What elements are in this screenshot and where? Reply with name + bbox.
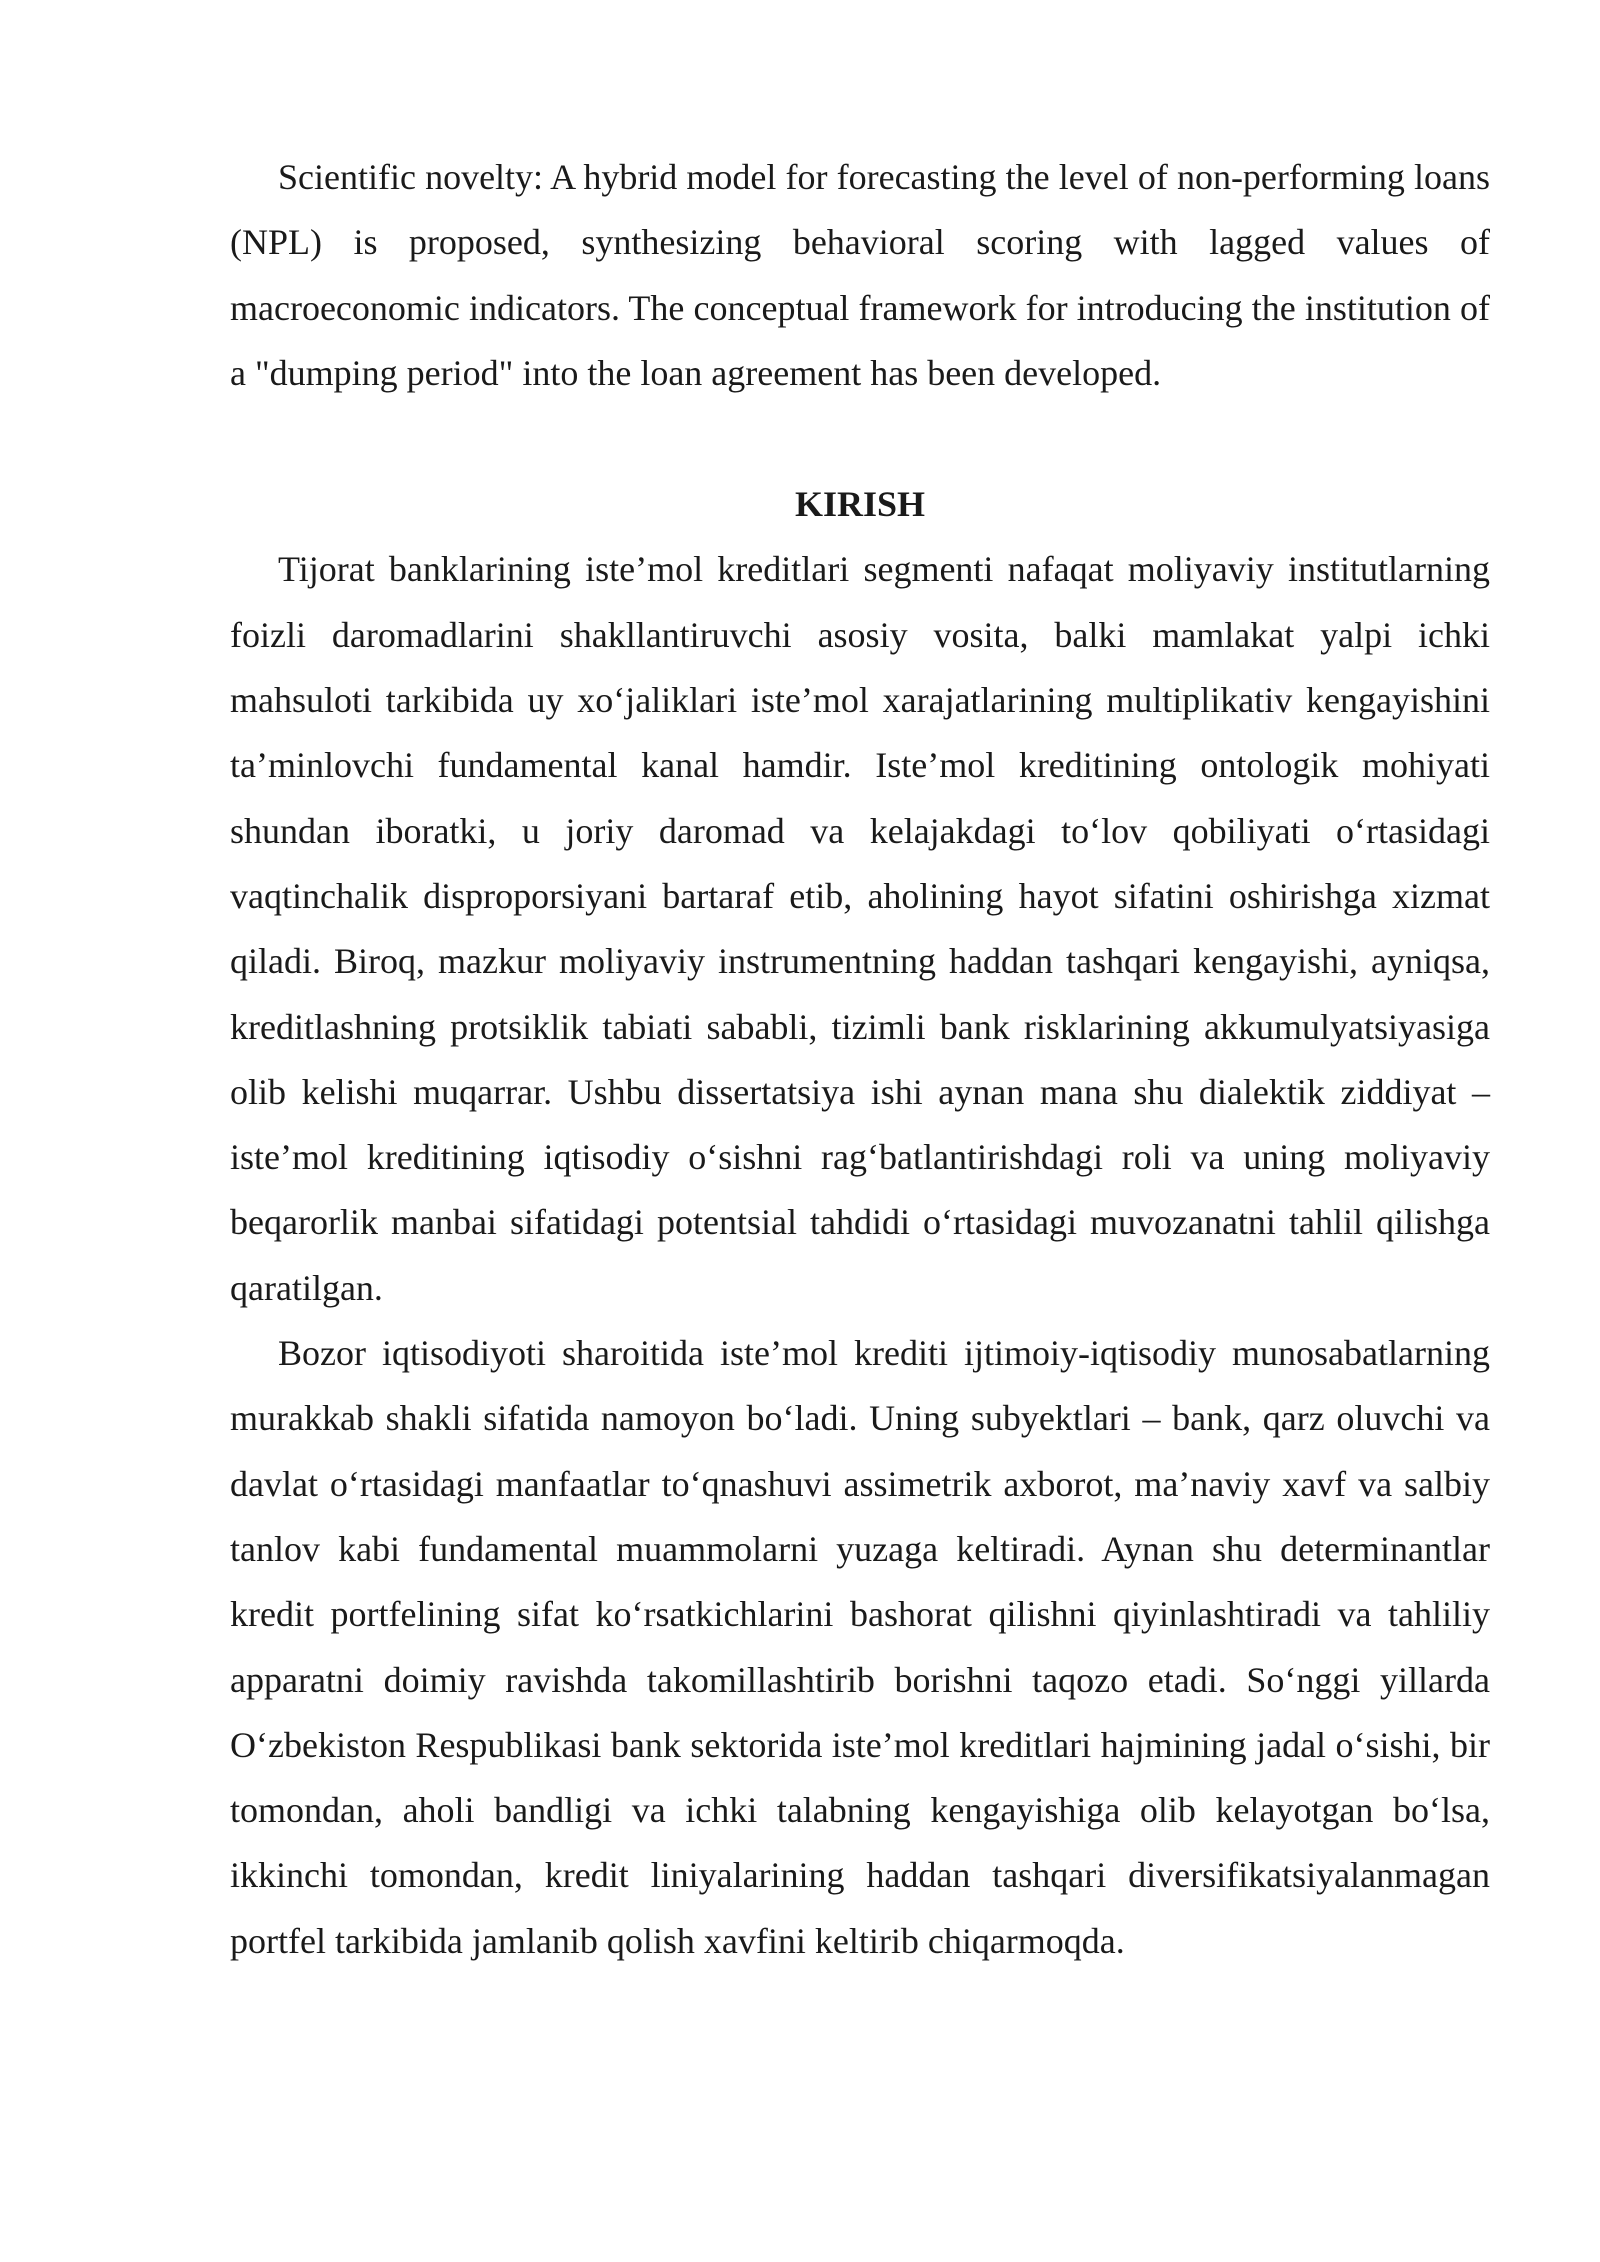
section-heading: KIRISH bbox=[794, 484, 926, 525]
body-paragraph-1: Tijorat banklarining iste’mol kreditlari segmenti nafaqat moliyaviy institutlarning foizli daromadlarini shakllantiruvchi asosiy vosita, balki mamlakat yalpi ichki mahsuloti tarkibida uy xo‘jaliklari iste’mol xarajatlarining multiplikativ kengayishini ta’minlovchi fundamental kanal hamdir. Iste’mol kreditining ontologik mohiyati shundan iboratki, u joriy daromad va kelajakdagi to‘lov qobiliyati o‘rtasidagi vaqtinchalik disproporsiyani bartaraf etib, aholining hayot sifatini oshirishga xizmat qiladi. Biroq, mazkur moliyaviy instrumentning haddan tashqari kengayishi, ayniqsa, kreditlashning protsiklik tabiati sababli, tizimli bank risklarining akkumulyatsiyasiga olib kelishi muqarrar. Ushbu dissertatsiya ishi aynan mana shu dialektik ziddiyat – iste’mol kreditining iqtisodiy o‘sishni rag‘batlantirishdagi roli va uning moliyaviy beqarorlik manbai sifatidagi potentsial tahdidi o‘rtasidagi muvozanatni tahlil qilishga qaratilgan. bbox=[230, 549, 1490, 1308]
scientific-novelty-paragraph: Scientific novelty: A hybrid model for forecasting the level of non-performing loans (NPL) is proposed, synthesizing behavioral scoring with lagged values of macroeconomic indicators. The conceptual framework for introducing the institution of a "dumping period" into the loan agreement has been developed. bbox=[230, 157, 1490, 393]
document-page bbox=[230, 145, 1490, 1974]
body-paragraph-2: Bozor iqtisodiyoti sharoitida iste’mol krediti ijtimoiy-iqtisodiy munosabatlarning murakkab shakli sifatida namoyon bo‘ladi. Uning subyektlari – bank, qarz oluvchi va davlat o‘rtasidagi manfaatlar to‘qnashuvi assimetrik axborot, ma’naviy xavf va salbiy tanlov kabi fundamental muammolarni yuzaga keltiradi. Aynan shu determinantlar kredit portfelining sifat ko‘rsatkichlarini bashorat qilishni qiyinlashtiradi va tahliliy apparatni doimiy ravishda takomillashtirib borishni taqozo etadi. So‘nggi yillarda O‘zbekiston Respublikasi bank sektorida iste’mol kreditlari hajmining jadal o‘sishi, bir tomondan, aholi bandligi va ichki talabning kengayishiga olib kelayotgan bo‘lsa, ikkinchi tomondan, kredit liniyalarining haddan tashqari diversifikatsiyalanmagan portfel tarkibida jamlanib qolish xavfini keltirib chiqarmoqda. bbox=[230, 1333, 1490, 1961]
